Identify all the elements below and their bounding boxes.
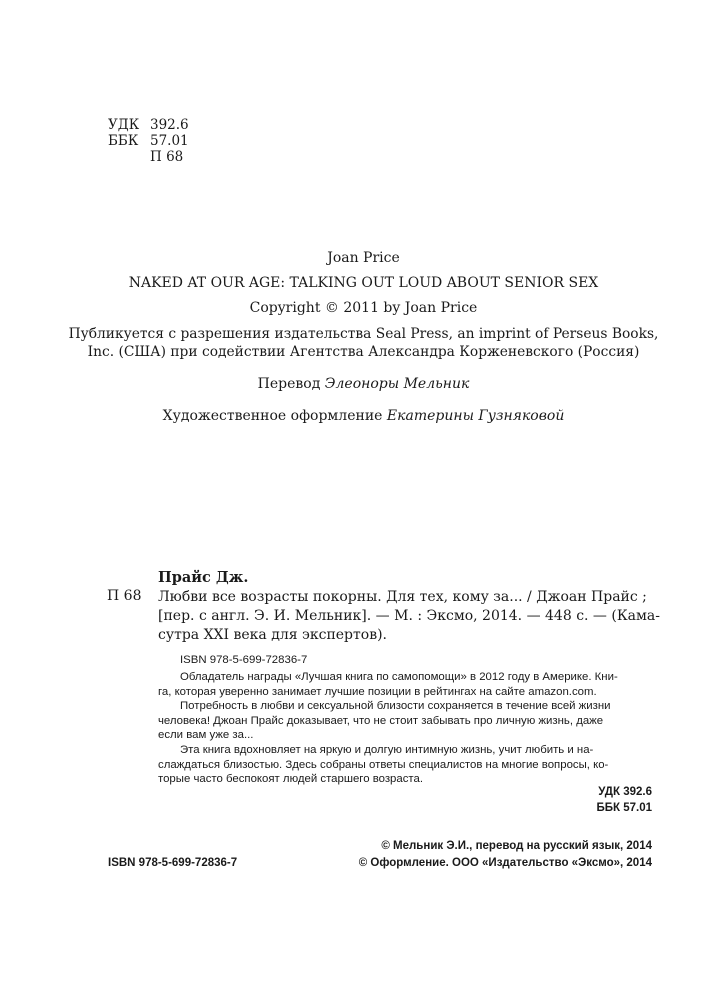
bib-code: П 68	[107, 588, 142, 604]
classification-bbk: ББК 57.01	[596, 802, 652, 814]
annotation-p3-l3: торые часто беспокоят людей старшего возраста.	[158, 773, 424, 786]
annotation-p2-l2: человека! Джоан Прайс доказывает, что не стоит забывать про личную жизнь, даже	[158, 714, 604, 727]
annotation-p3-l1: Эта книга вдохновляет на яркую и долгую интимную жизнь, учит любить и на-	[180, 743, 594, 756]
annotation-p3-l2: слаждаться близостью. Здесь собраны ответы специалистов на многие вопросы, ко-	[158, 758, 609, 771]
design-credit: Художественное оформление Екатерины Гузняковой	[162, 408, 565, 424]
bib-line-1: Любви все возрасты покорны. Для тех, кому за... / Джоан Прайс ;	[158, 589, 647, 605]
translation-credit: Перевод Элеоноры Мельник	[257, 376, 470, 392]
classification-udc: УДК 392.6	[598, 786, 652, 798]
publication-line-1: Публикуется с разрешения издательства Seal Press, an imprint of Perseus Books,	[68, 326, 659, 342]
bib-isbn: ISBN 978-5-699-72836-7	[180, 654, 308, 666]
annotation-p2-l1: Потребность в любви и сексуальной близости сохраняется в течение всей жизни	[180, 700, 611, 713]
original-title: NAKED AT OUR AGE: TALKING OUT LOUD ABOUT SENIOR SEX	[128, 275, 599, 291]
footer-copyright-1: © Мельник Э.И., перевод на русский язык, 2014	[381, 840, 652, 852]
bib-line-3: сутра XXI века для экспертов).	[158, 627, 387, 643]
footer-copyright-2: © Оформление. ООО «Издательство «Эксмо», 2014	[358, 857, 652, 869]
publication-line-2: Inc. (США) при содействии Агентства Александра Корженевского (Россия)	[87, 344, 640, 360]
footer-isbn: ISBN 978-5-699-72836-7	[108, 857, 238, 869]
original-author: Joan Price	[327, 250, 400, 266]
bib-author: Прайс Дж.	[158, 569, 249, 586]
annotation-p2-l3: если вам уже за...	[158, 729, 254, 742]
annotation-p1-l1: Обладатель награды «Лучшая книга по самопомощи» в 2012 году в Америке. Кни-	[180, 671, 618, 683]
udc-row: УДК 392.6	[108, 117, 189, 133]
udc-block	[108, 117, 189, 165]
bib-line-2: [пер. с англ. Э. И. Мельник]. — М. : Эксмо, 2014. — 448 с. — (Кама-	[158, 608, 660, 624]
original-copyright: Copyright © 2011 by Joan Price	[249, 300, 478, 316]
bbk-row: ББК 57.01	[108, 133, 189, 149]
author-mark-row: П 68	[150, 149, 184, 165]
annotation-p1-l2: га, которая уверенно занимает лучшие позиции в рейтингах на сайте amazon.com.	[158, 685, 597, 698]
annotation	[158, 670, 652, 787]
